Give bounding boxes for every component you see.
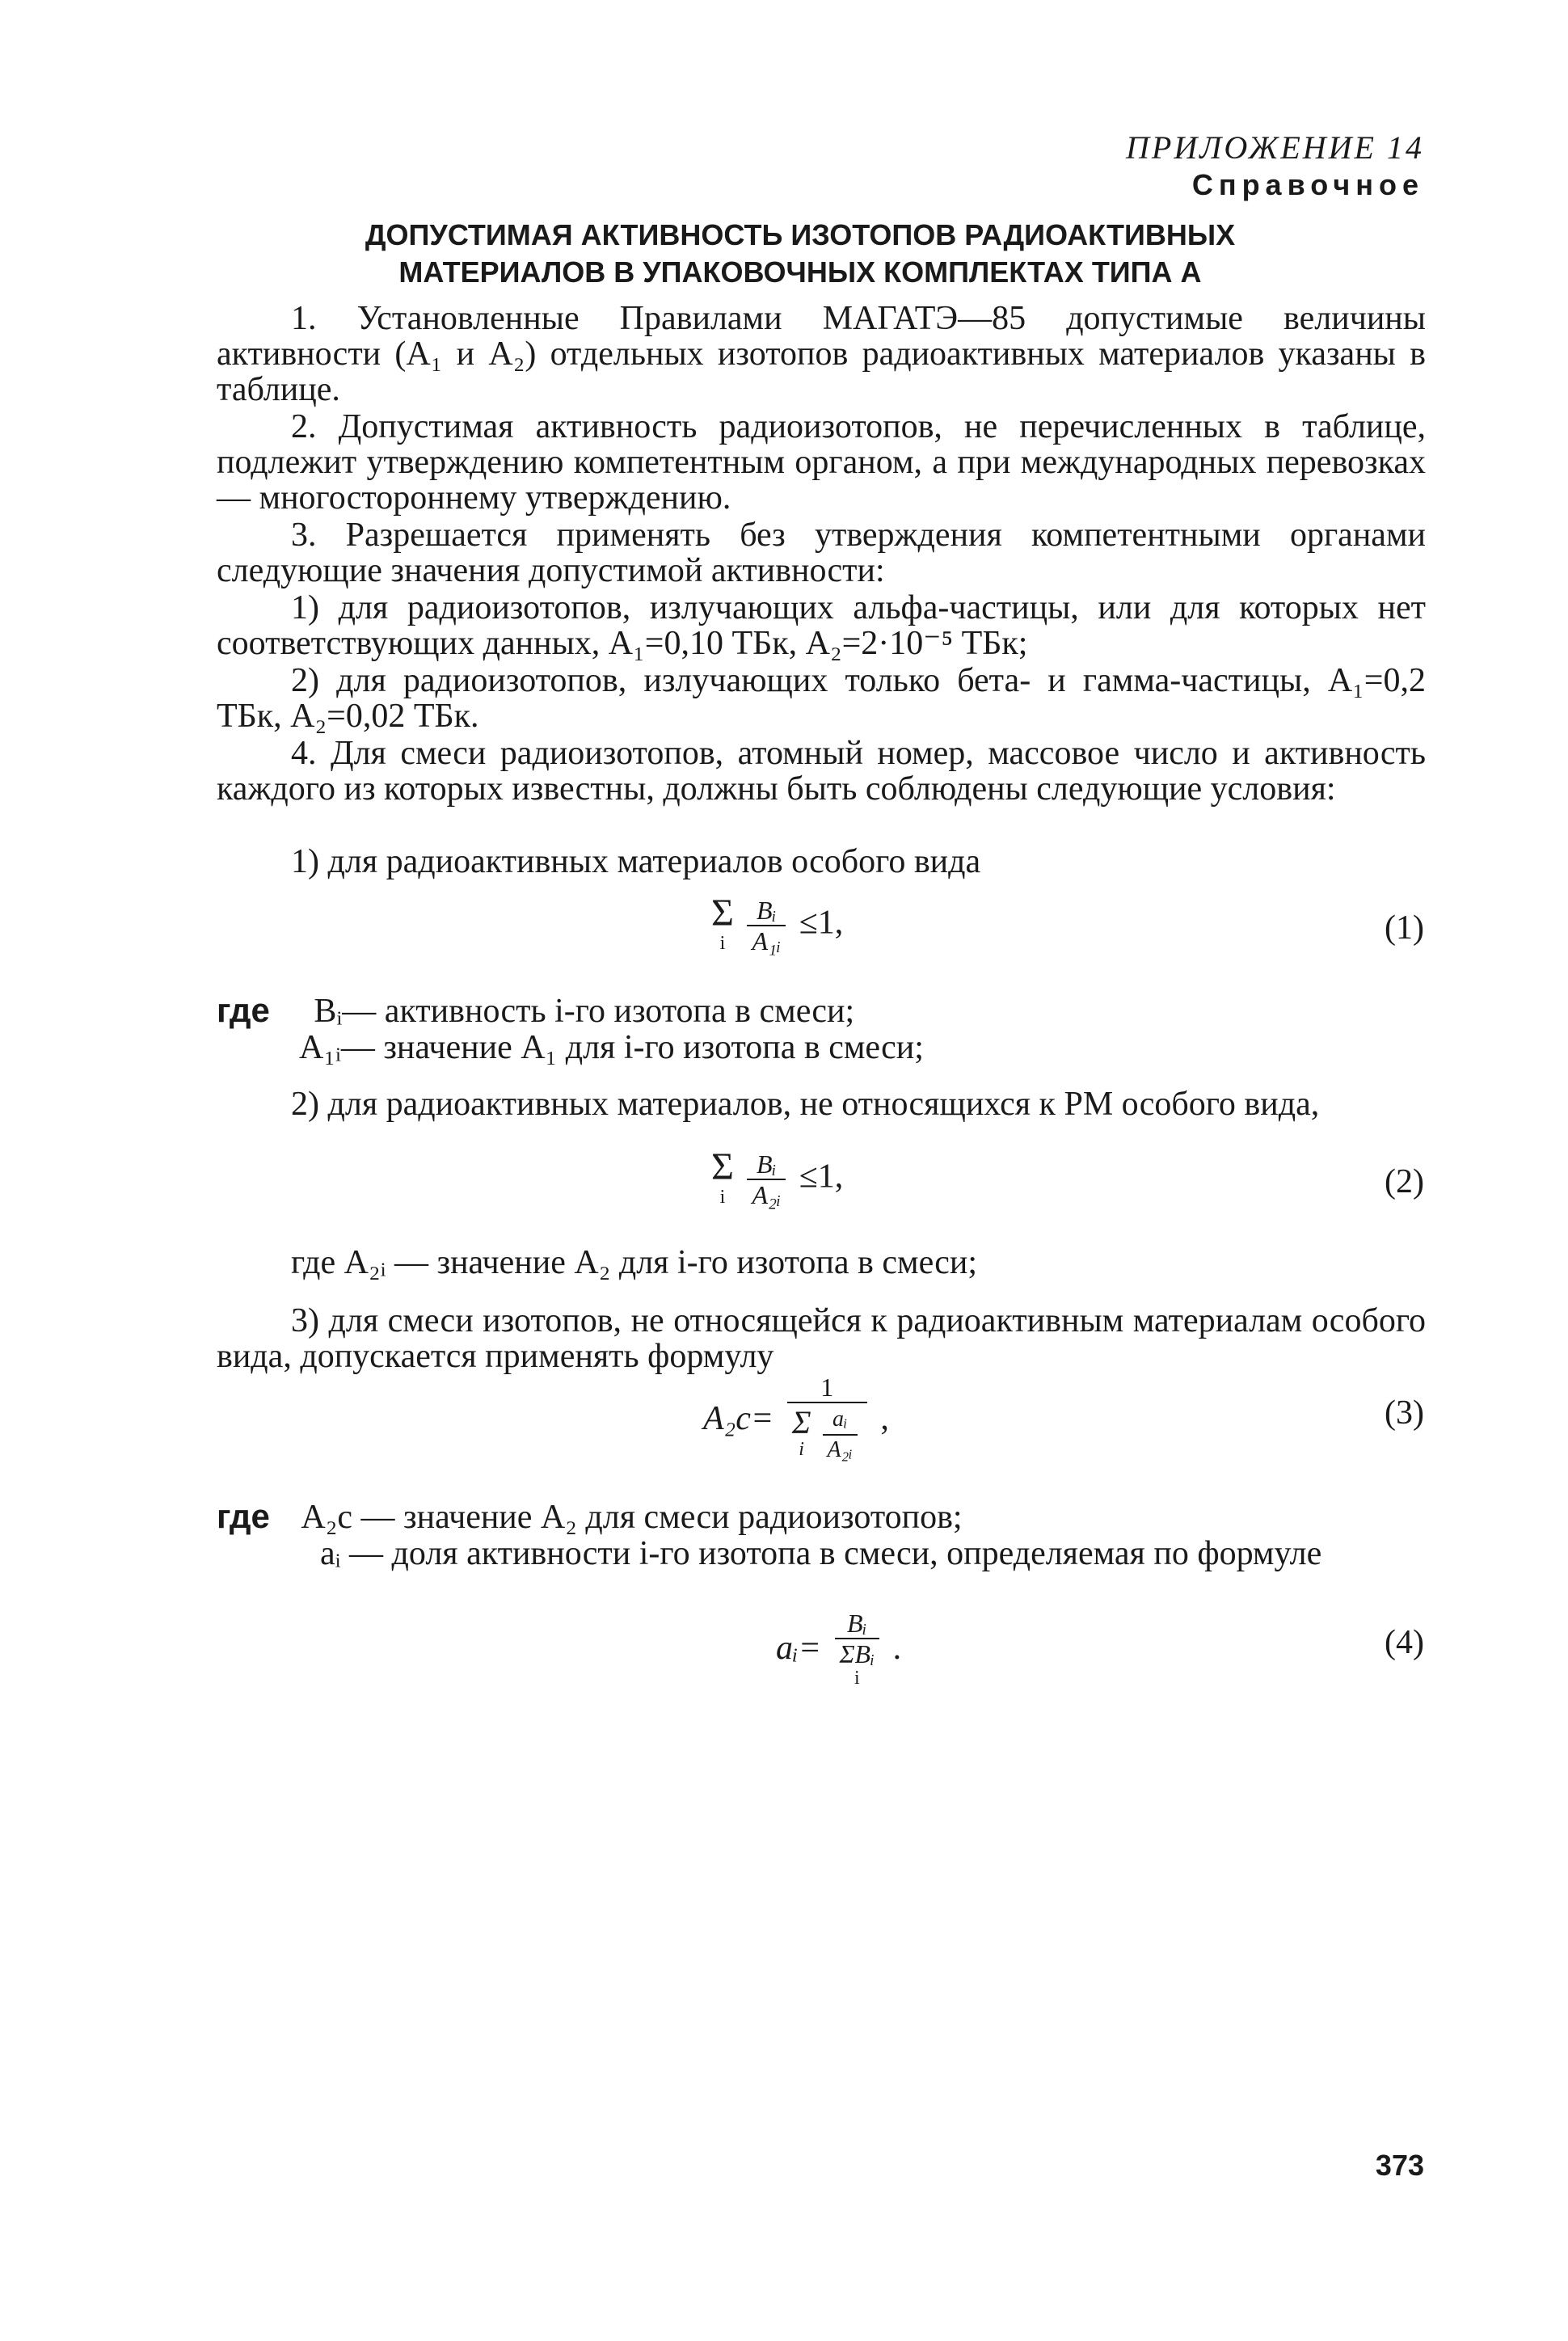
formula-1-fraction: $\frac{\text{Bᵢ}}{\text{A₁ᵢ}}$ bbox=[747, 896, 786, 955]
sigma-symbol: Σ i bbox=[711, 1145, 734, 1208]
formula-2-rhs: ≤1, bbox=[799, 1158, 844, 1196]
paragraph-4: 4. Для смеси радиоизотопов, атомный номер, массовое число и активность каждого из которых известны, должны быть соблюдены следующие условия: bbox=[217, 735, 1426, 808]
formula-4-lhs: aᵢ= bbox=[776, 1630, 821, 1667]
paragraph-1: 1. Установленные Правилами МАГАТЭ—85 допустимые величины активности (A₁ и A₂) отдельных изотопов радиоактивных материалов указаны в таблице. bbox=[217, 300, 1426, 408]
formula-3-fraction: 1 Σ i $\frac{\text{aᵢ}}{\text{A₂ᵢ}}$ bbox=[787, 1373, 867, 1465]
paragraph-4-item-2: 2) для радиоактивных материалов, не относящихся к РМ особого вида, bbox=[291, 1086, 1320, 1123]
where-block-3-row-1: где A₂c — значение A₂ для смеси радиоизотопов; bbox=[217, 1497, 963, 1536]
appendix-header bbox=[1126, 129, 1424, 204]
where-block-2: где A₂ᵢ — значение A₂ для i-го изотопа в смеси; bbox=[291, 1244, 978, 1281]
equation-number-2: (2) bbox=[1385, 1163, 1424, 1200]
paragraph-3-item-1: 1) для радиоизотопов, излучающих альфа-частицы, или для которых нет соответствующих данных, A₁=0,10 ТБк, A₂=2·10⁻⁵ ТБк; bbox=[217, 589, 1426, 662]
where-block-3-row-2: aᵢ — доля активности i-го изотопа в смеси, определяемая по формуле bbox=[320, 1535, 1322, 1572]
formula-3 bbox=[703, 1373, 889, 1465]
paragraph-3: 3. Разрешается применять без утверждения компетентными органами следующие значения допустимой активности: bbox=[217, 517, 1426, 589]
page-number: 373 bbox=[1375, 2149, 1424, 2182]
paragraph-3-item-2: 2) для радиоизотопов, излучающих только бета- и гамма-частицы, A₁=0,2 ТБк, A₂=0,02 ТБк. bbox=[217, 662, 1426, 735]
paragraph-2: 2. Допустимая активность радиоизотопов, не перечисленных в таблице, подлежит утверждению компетентным органом, а при международных перевозках — многостороннему утверждению. bbox=[217, 408, 1426, 517]
formula-3-lhs: A₂c= bbox=[703, 1400, 774, 1437]
appendix-type: Справочное bbox=[1191, 168, 1424, 201]
sigma-symbol: Σ i bbox=[791, 1404, 811, 1460]
formula-3-tail: , bbox=[880, 1400, 889, 1437]
title-line-1: ДОПУСТИМАЯ АКТИВНОСТЬ ИЗОТОПОВ РАДИОАКТИВНЫХ bbox=[365, 218, 1236, 251]
formula-4 bbox=[776, 1609, 901, 1688]
where-block-1-row-2: A₁ᵢ— значение A₁ для i-го изотопа в смеси; bbox=[299, 1029, 924, 1066]
appendix-label: ПРИЛОЖЕНИЕ 14 bbox=[1126, 129, 1424, 166]
sigma-symbol: Σ i bbox=[711, 892, 734, 954]
equation-number-1: (1) bbox=[1385, 909, 1424, 947]
equation-number-3: (3) bbox=[1385, 1394, 1424, 1432]
formula-1-rhs: ≤1, bbox=[799, 904, 844, 942]
formula-2-fraction: $\frac{\text{Bᵢ}}{\text{A₂ᵢ}}$ bbox=[747, 1149, 786, 1209]
where-block-1-row-1: где Bᵢ— активность i-го изотопа в смеси; bbox=[217, 991, 855, 1030]
page-title bbox=[218, 217, 1382, 291]
formula-1 bbox=[711, 892, 844, 955]
formula-2 bbox=[711, 1145, 844, 1209]
formula-4-tail: . bbox=[892, 1630, 902, 1667]
title-line-2: МАТЕРИАЛОВ В УПАКОВОЧНЫХ КОМПЛЕКТАХ ТИПА А bbox=[398, 255, 1202, 289]
paragraph-4-item-1: 1) для радиоактивных материалов особого вида bbox=[291, 843, 981, 880]
formula-4-fraction: Bᵢ ΣBᵢ i bbox=[835, 1609, 880, 1688]
formula-3-inner-fraction: $\frac{\text{aᵢ}}{\text{A₂ᵢ}}$ bbox=[823, 1405, 858, 1465]
paragraph-4-item-3: 3) для смеси изотопов, не относящейся к радиоактивным материалам особого вида, допускается применять формулу bbox=[217, 1302, 1426, 1375]
equation-number-4: (4) bbox=[1385, 1624, 1424, 1661]
